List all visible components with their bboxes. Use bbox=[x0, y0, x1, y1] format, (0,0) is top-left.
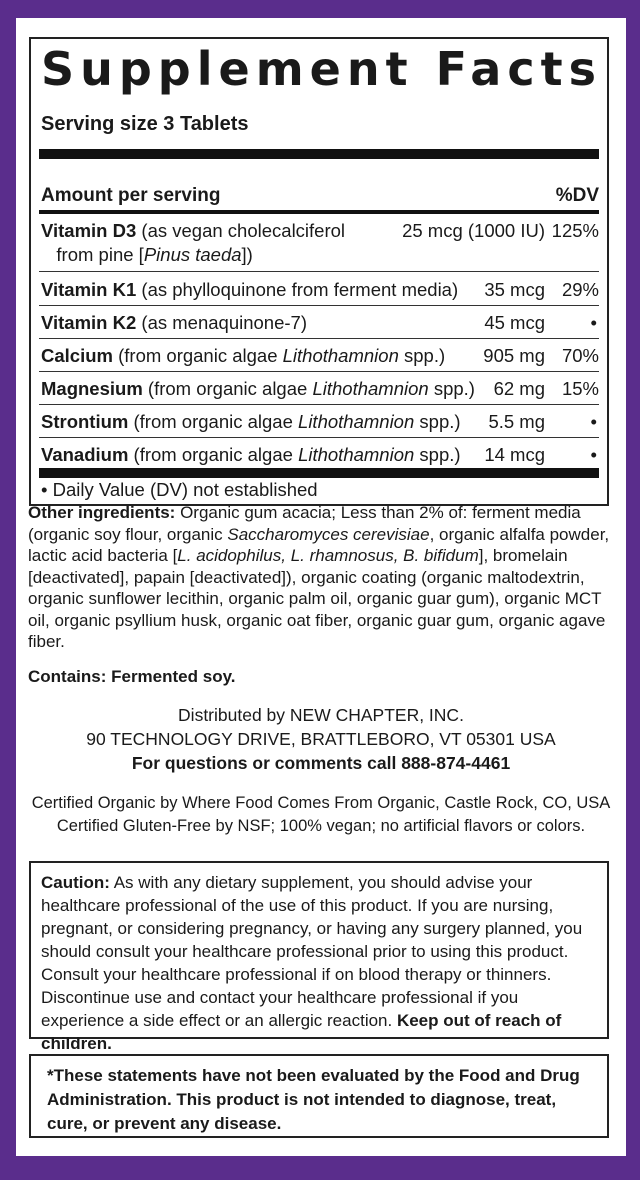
dv-calcium: 70% bbox=[561, 345, 599, 366]
nutrient-row-vitamin-k2: Vitamin K2 (as menaquinone-7) bbox=[41, 312, 307, 333]
row-divider bbox=[39, 437, 599, 438]
certification-organic: Certified Organic by Where Food Comes From Organic, Castle Rock, CO, USA bbox=[31, 794, 611, 812]
divider-header bbox=[39, 210, 599, 214]
contact-line: For questions or comments call 888-874-4461 bbox=[131, 753, 511, 773]
row-divider bbox=[39, 271, 599, 272]
distributor-info bbox=[16, 703, 626, 775]
row-divider bbox=[39, 338, 599, 339]
amount-vitamin-k1: 35 mcg bbox=[484, 279, 545, 300]
amount-magnesium: 62 mg bbox=[493, 378, 545, 399]
nutrient-row-magnesium: Magnesium (from organic algae Lithothamnion spp.) bbox=[41, 378, 475, 399]
amount-header: Amount per serving bbox=[41, 185, 221, 206]
amount-vitamin-d3: 25 mcg (1000 IU) bbox=[402, 220, 545, 241]
panel-title: Supplement Facts bbox=[41, 42, 602, 96]
fda-disclaimer-box: *These statements have not been evaluated by the Food and Drug Administration. This product is not intended to diagnose, treat, cure, or prevent any disease. bbox=[29, 1054, 609, 1138]
amount-calcium: 905 mg bbox=[483, 345, 545, 366]
dv-magnesium: 15% bbox=[561, 378, 599, 399]
certification-gluten-free: Certified Gluten-Free by NSF; 100% vegan; no artificial flavors or colors. bbox=[56, 817, 586, 835]
other-ingredients: Other ingredients: Organic gum acacia; Less than 2% of: ferment media (organic soy flour, organic Saccharomyces cerevisiae, organic alfalfa powder, lactic acid bacteria [L. acidophilus, L. rhamnosus, B. bifidum], bromelain [deactivated], papain [deactivated]), organic coating (organic maltodextrin, organic sunflower lecithin, organic palm oil, organic guar gum), organic MCT oil, organic psyllium husk, organic oat fiber, organic guar gum, organic agave fiber. bbox=[28, 503, 610, 651]
row-divider bbox=[39, 305, 599, 306]
dv-footnote: • Daily Value (DV) not established bbox=[41, 479, 318, 500]
row-divider bbox=[39, 371, 599, 372]
label-sheet bbox=[16, 18, 626, 1156]
distributor-name: Distributed by NEW CHAPTER, INC. bbox=[178, 705, 464, 725]
dv-strontium: • bbox=[590, 411, 597, 432]
nutrient-row-vitamin-k1: Vitamin K1 (as phylloquinone from ferment media) bbox=[41, 279, 459, 300]
nutrient-row-vitamin-d3: Vitamin D3 (as vegan cholecalciferol from pine [Pinus taeda]) bbox=[41, 220, 346, 265]
nutrient-row-vanadium: Vanadium (from organic algae Lithothamnion spp.) bbox=[41, 444, 461, 465]
nutrient-row-strontium: Strontium (from organic algae Lithothamnion spp.) bbox=[41, 411, 461, 432]
divider-thick-bottom bbox=[39, 468, 599, 478]
amount-vanadium: 14 mcg bbox=[484, 444, 545, 465]
dv-header: %DV bbox=[555, 185, 599, 206]
certifications bbox=[16, 792, 626, 838]
dv-vanadium: • bbox=[590, 444, 597, 465]
dv-vitamin-k2: • bbox=[590, 312, 597, 333]
caution-box: Caution: As with any dietary supplement, you should advise your healthcare professional of the use of this product. If you are nursing, pregnant, or considering pregnancy, or having any surgery planned, you should consult your healthcare professional prior to using this product. Consult your healthcare professional if on blood therapy or thinners. Discontinue use and contact your healthcare professional if you experience a side effect or an allergic reaction. Keep out of reach of children. bbox=[29, 861, 609, 1039]
serving-size: Serving size 3 Tablets bbox=[41, 113, 249, 135]
supplement-facts-panel bbox=[29, 37, 609, 506]
contains-statement: Contains: Fermented soy. bbox=[28, 667, 236, 686]
dv-vitamin-k1: 29% bbox=[561, 279, 599, 300]
nutrient-row-calcium: Calcium (from organic algae Lithothamnion spp.) bbox=[41, 345, 446, 366]
distributor-address: 90 TECHNOLOGY DRIVE, BRATTLEBORO, VT 05301 USA bbox=[86, 729, 556, 749]
dv-vitamin-d3: 125% bbox=[551, 220, 599, 241]
amount-strontium: 5.5 mg bbox=[488, 411, 545, 432]
row-divider bbox=[39, 404, 599, 405]
divider-thick bbox=[39, 149, 599, 159]
amount-vitamin-k2: 45 mcg bbox=[484, 312, 545, 333]
